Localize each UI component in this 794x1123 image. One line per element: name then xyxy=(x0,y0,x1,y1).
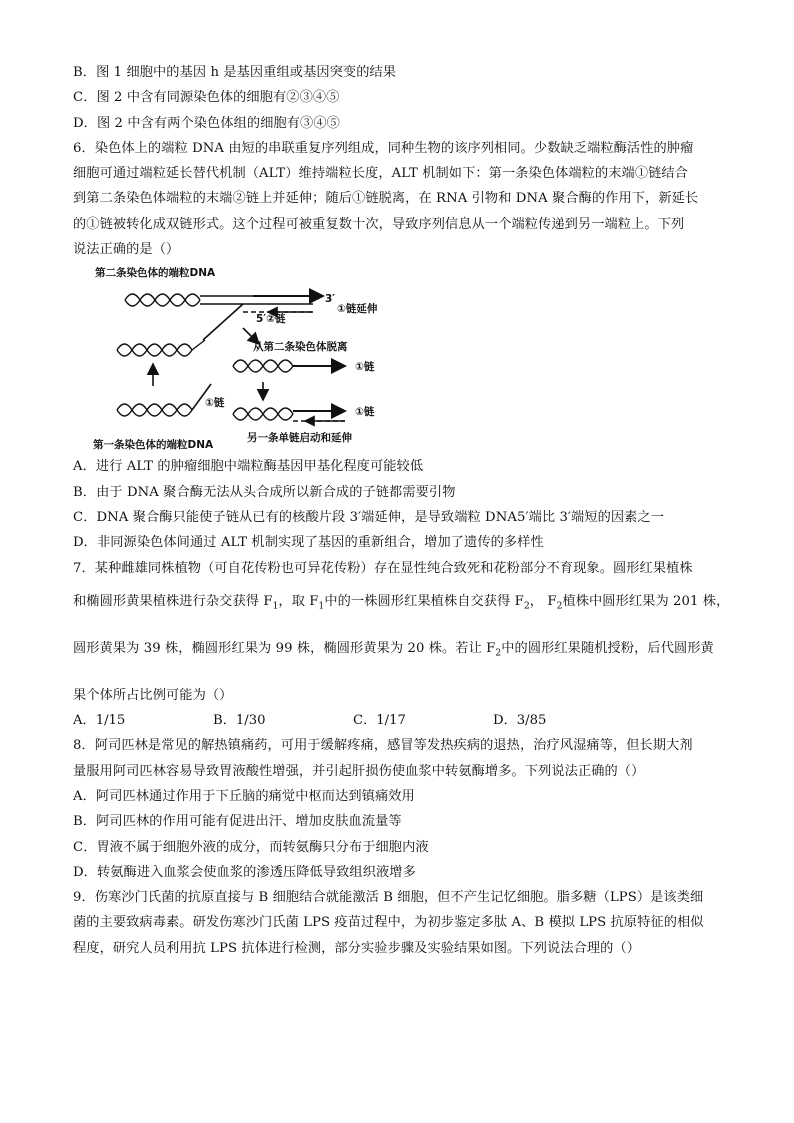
q9-stem-line: 9．伤寒沙门氏菌的抗原直接与 B 细胞结合就能激活 B 细胞，但不产生记忆细胞。脂多糖（LPS）是该类细 xyxy=(73,890,704,906)
q6-option-d: D．非同源染色体间通过 ALT 机制实现了基因的重新组合，增加了遗传的多样性 xyxy=(73,535,544,551)
chain1-label-bottom-left: ①链 xyxy=(205,397,225,410)
label-first-chromosome-telomere: 第一条染色体的端粒DNA xyxy=(93,439,214,452)
right-bottom-helix xyxy=(233,408,293,420)
bottom-left-helix xyxy=(117,404,192,416)
alt-mechanism-figure xyxy=(73,264,723,452)
q5-option-b: B．图 1 细胞中的基因 h 是基因重组或基因突变的结果 xyxy=(73,65,397,80)
q8-stem-line: 8．阿司匹林是常见的解热镇痛药，可用于缓解疼痛，感冒等发热疾病的退热，治疗风湿痛等，但长期大剂 xyxy=(73,738,693,754)
q6-stem-line: 到第二条染色体端粒的末端②链上并延伸；随后①链脱离，在 RNA 引物和 DNA 聚合酶的作用下，新延长 xyxy=(73,191,699,207)
top-helix xyxy=(125,294,200,306)
q7-option-b: B．1/30 xyxy=(213,713,266,729)
chain1-label-bottom: ①链 xyxy=(355,406,375,419)
chain1-extend-label: ①链延伸 xyxy=(337,303,378,316)
label-second-chromosome-telomere: 第二条染色体的端粒DNA xyxy=(95,267,216,280)
q8-option-d: D．转氨酶进入血浆会使血浆的渗透压降低导致组织液增多 xyxy=(73,864,416,880)
q6-stem-line: 的①链被转化成双链形式。这个过程可被重复数十次，导致序列信息从一个端粒传递到另一端粒上。下列 xyxy=(73,216,685,232)
q5-option-c: C．图 2 中含有同源染色体的细胞有②③④⑤ xyxy=(73,90,340,106)
q7-stem xyxy=(73,556,730,708)
q5-option-d: D．图 2 中含有两个染色体组的细胞有③④⑤ xyxy=(73,115,340,131)
q9-stem-line: 程度，研究人员利用抗 LPS 抗体进行检测，部分实验步骤及实验结果如图。下列说法合理的（） xyxy=(73,940,641,956)
middle-left-helix xyxy=(117,344,192,356)
q6-stem-line: 细胞可通过端粒延长替代机制（ALT）维持端粒长度，ALT 机制如下：第一条染色体端粒的末端①链结合 xyxy=(73,166,688,182)
five-prime-chain2-label: 5′②链 xyxy=(256,313,286,326)
q7-stem-line-1: 7．某种雌雄同株植物（可自花传粉也可异花传粉）存在显性纯合致死和花粉部分不育现象。圆形红果植株 xyxy=(73,560,693,576)
chain1-label-mid: ①链 xyxy=(355,361,375,374)
q7-option-c: C．1/17 xyxy=(353,713,406,729)
q6-option-c: C．DNA 聚合酶只能使子链从已有的核酸片段 3′端延伸，是导致端粒 DNA5′端比 3′端短的因素之一 xyxy=(73,509,665,525)
q9-stem-line: 菌的主要致病毒素。研发伤寒沙门氏菌 LPS 疫苗过程中，为初步鉴定多肽 A、B 模拟 LPS 抗原特征的相似 xyxy=(73,915,704,931)
q8-stem xyxy=(73,733,723,784)
exam-page xyxy=(73,60,730,961)
q8-option-c: C．胃液不属于细胞外液的成分，而转氨酶只分布于细胞内液 xyxy=(73,839,429,855)
q6-option-b: B．由于 DNA 聚合酶无法从头合成所以新合成的子链都需要引物 xyxy=(73,484,456,500)
detach-label: 从第二条染色体脱离 xyxy=(253,341,348,354)
alt-diagram xyxy=(73,264,593,452)
q7-option-d: D．3/85 xyxy=(493,713,547,729)
q9-stem xyxy=(73,885,723,961)
q7-stem-line-2: 和椭圆形黄果植株进行杂交获得 $F_1$，取 $F_1$中的一株圆形红果植株自交获得 $F_2$， $F_2$植株中圆形红果为 201 株， xyxy=(73,593,730,612)
q8-option-b: B．阿司匹林的作用可能有促进出汗、增加皮肤血流量等 xyxy=(73,814,402,830)
q7-option-a: A．1/15 xyxy=(73,713,126,729)
q7-stem-line-4: 果个体所占比例可能为（） xyxy=(73,687,233,703)
right-middle-helix xyxy=(233,360,293,372)
q8-stem-line: 量服用阿司匹林容易导致胃液酸性增强，并引起肝损伤使血浆中转氨酶增多。下列说法正确的（） xyxy=(73,763,645,779)
chain1-joining xyxy=(203,304,243,340)
other-strand-label: 另一条单链启动和延伸 xyxy=(247,432,352,445)
q7-options xyxy=(73,708,723,733)
q6-stem-line: 说法正确的是（） xyxy=(73,242,180,258)
q8-option-a: A．阿司匹林通过作用于下丘脑的痛觉中枢而达到镇痛效用 xyxy=(73,788,415,804)
q6-stem-line: 6．染色体上的端粒 DNA 由短的串联重复序列组成，同种生物的该序列相同。少数缺乏端粒酶活性的肿瘤 xyxy=(73,140,694,156)
three-prime-label: 3′ xyxy=(325,293,336,306)
q7-stem-line-3: 圆形黄果为 39 株，椭圆形红果为 99 株，椭圆形黄果为 20 株。若让 $F_2$中的圆形红果随机授粉，后代圆形黄 xyxy=(73,640,714,659)
q6-option-a: A．进行 ALT 的肿瘤细胞中端粒酶基因甲基化程度可能较低 xyxy=(73,459,424,475)
q6-stem xyxy=(73,136,723,262)
middle-strand-up xyxy=(192,340,205,350)
